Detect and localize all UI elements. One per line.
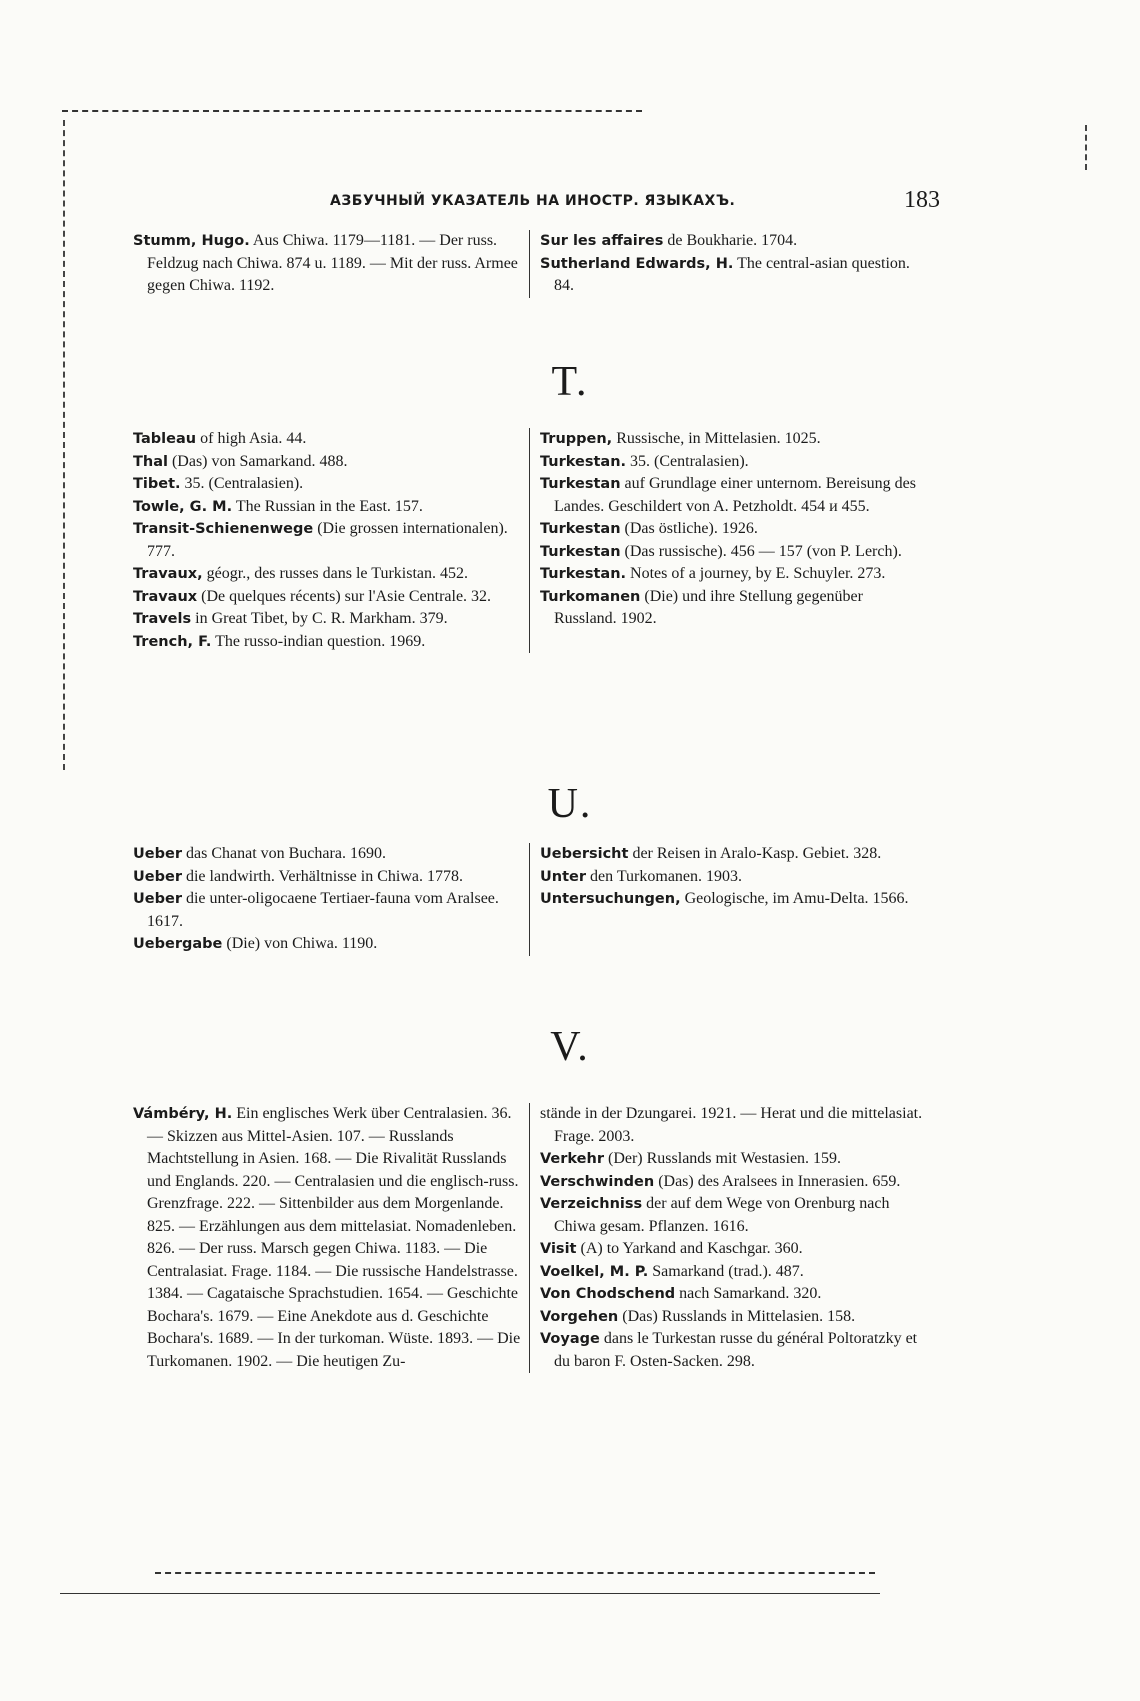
entry-text: (Die grossen internationalen). 777. bbox=[147, 520, 508, 560]
index-entry bbox=[133, 608, 521, 631]
bottom-scan-border bbox=[155, 1572, 875, 1574]
index-entry bbox=[133, 518, 521, 563]
section-v bbox=[133, 1103, 931, 1373]
entry-text: Ein englisches Werk über Centralasien. 36. — Skizzen aus Mittel-Asien. 107. — Russlands Machtstellung in Asien. 168. — Die Rivalität Russlands und Englands. 220. — Centralasien und die englisch-russ. Grenzfrage. 222. — Sittenbilder aus dem Morgenlande. 825. — Erzählungen aus dem mittelasiat. Nomadenleben. 826. — Der russ. Marsch gegen Chiwa. 1183. — Die Centralasiat. Frage. 1184. — Die russische Handelstrasse. 1384. — Cagataische Sprachstudien. 1654. — Geschichte Bochara's. 1679. — Eine Anekdote aus d. Geschichte Bochara's. 1689. — In der turkoman. Wüste. 1893. — Die Turkomanen. 1902. — Die heutigen Zu- bbox=[147, 1105, 521, 1370]
entry-text: (A) to Yarkand and Kaschgar. 360. bbox=[580, 1240, 803, 1257]
entry-head: Uebergabe bbox=[133, 936, 223, 952]
left-column bbox=[133, 230, 529, 298]
entry-text: Geologische, im Amu-Delta. 1566. bbox=[684, 890, 909, 907]
entry-head: Voelkel, M. P. bbox=[540, 1263, 649, 1280]
index-entry bbox=[540, 866, 928, 889]
entry-head: Turkestan. bbox=[540, 453, 627, 470]
index-entry bbox=[540, 586, 928, 631]
entry-head: Travaux bbox=[133, 588, 198, 605]
entry-text: der Reisen in Aralo-Kasp. Gebiet. 328. bbox=[632, 845, 882, 862]
index-entry bbox=[540, 1103, 928, 1148]
entry-text: Russische, in Mittelasien. 1025. bbox=[616, 430, 821, 447]
index-entry bbox=[540, 888, 928, 911]
entry-head: Stumm, Hugo. bbox=[133, 233, 250, 249]
entry-text: (De quelques récents) sur l'Asie Centrale. 32. bbox=[201, 587, 492, 605]
entry-text: (Das) Russlands in Mittelasien. 158. bbox=[622, 1307, 856, 1325]
index-entry bbox=[540, 1283, 928, 1306]
index-entry bbox=[133, 888, 521, 933]
section-t bbox=[133, 428, 931, 653]
index-entry bbox=[133, 631, 521, 654]
entry-head: Vámbéry, H. bbox=[133, 1106, 233, 1122]
entry-head: Turkestan bbox=[540, 543, 621, 560]
index-entry bbox=[133, 451, 521, 474]
index-entry bbox=[540, 541, 928, 564]
right-column bbox=[529, 230, 928, 298]
section-letter-u: U. bbox=[547, 781, 593, 827]
entry-text: Samarkand (trad.). 487. bbox=[652, 1262, 804, 1280]
entry-text: The russo-indian question. 1969. bbox=[215, 632, 426, 650]
entry-head: Voyage bbox=[540, 1331, 600, 1347]
page-header bbox=[130, 187, 940, 217]
entry-text: Notes of a journey, by E. Schuyler. 273. bbox=[630, 565, 886, 582]
entry-head: Turkestan bbox=[540, 521, 621, 537]
left-margin-marks bbox=[63, 120, 65, 770]
index-entry bbox=[133, 428, 521, 451]
entry-text: (Das) von Samarkand. 488. bbox=[171, 452, 348, 470]
entry-head: Ueber bbox=[133, 846, 182, 862]
entry-text: die unter-oligocaene Tertiaer-fauna vom Aralsee. 1617. bbox=[147, 890, 499, 930]
index-entry bbox=[133, 866, 521, 889]
entry-text: nach Samarkand. 320. bbox=[679, 1285, 822, 1302]
entry-head: Travaux, bbox=[133, 566, 203, 582]
section-u bbox=[133, 843, 931, 956]
entry-head: Sur les affaires bbox=[540, 233, 664, 249]
entry-head: Von Chodschend bbox=[540, 1286, 676, 1302]
entry-head: Tibet. bbox=[133, 476, 181, 492]
entry-text: The Russian in the East. 157. bbox=[235, 497, 423, 515]
entry-head: Turkestan bbox=[540, 476, 621, 492]
index-entry bbox=[133, 843, 521, 866]
entry-text: stände in der Dzungarei. 1921. — Herat und die mittelasiat. Frage. 2003. bbox=[540, 1105, 923, 1145]
entry-head: Uebersicht bbox=[540, 846, 629, 862]
entry-text: (Das russische). 456 — 157 (von P. Lerch). bbox=[624, 542, 902, 560]
entry-text: (Das östliche). 1926. bbox=[624, 520, 758, 537]
entry-head: Turkestan. bbox=[540, 566, 627, 582]
index-entry bbox=[540, 1306, 928, 1329]
index-entry bbox=[540, 518, 928, 541]
section-letter-v: V. bbox=[550, 1024, 590, 1070]
entry-head: Turkomanen bbox=[540, 588, 641, 605]
entry-head: Thal bbox=[133, 453, 168, 470]
index-entry bbox=[540, 1171, 928, 1194]
right-column bbox=[529, 428, 928, 653]
right-margin-marks bbox=[1085, 125, 1087, 170]
entry-head: Unter bbox=[540, 868, 587, 885]
entry-text: (Die) und ihre Stellung gegenüber Russland. 1902. bbox=[554, 587, 863, 627]
right-column bbox=[529, 1103, 928, 1373]
top-scan-border bbox=[62, 110, 642, 112]
entry-head: Ueber bbox=[133, 868, 182, 885]
index-entry bbox=[540, 1328, 928, 1373]
entry-text: (Das) des Aralsees in Innerasien. 659. bbox=[658, 1172, 901, 1190]
bottom-scan-border-2 bbox=[60, 1593, 880, 1594]
left-column bbox=[133, 1103, 529, 1373]
entry-text: 35. (Centralasien). bbox=[630, 452, 749, 470]
index-entry bbox=[133, 473, 521, 496]
index-entry bbox=[540, 843, 928, 866]
index-entry bbox=[133, 563, 521, 586]
section-s bbox=[133, 230, 931, 298]
index-entry bbox=[540, 1238, 928, 1261]
entry-text: 35. (Centralasien). bbox=[184, 475, 304, 492]
entry-text: in Great Tibet, by C. R. Markham. 379. bbox=[195, 610, 448, 627]
index-entry bbox=[133, 586, 521, 609]
left-column bbox=[133, 428, 529, 653]
entry-head: Transit-Schienenwege bbox=[133, 521, 314, 537]
index-entry bbox=[540, 1261, 928, 1284]
entry-text: of high Asia. 44. bbox=[200, 430, 307, 447]
index-entry bbox=[540, 451, 928, 474]
entry-head: Verkehr bbox=[540, 1151, 604, 1167]
entry-head: Ueber bbox=[133, 891, 182, 907]
index-entry bbox=[540, 1193, 928, 1238]
entry-head: Tableau bbox=[133, 431, 197, 447]
index-entry bbox=[133, 230, 521, 298]
entry-text: die landwirth. Verhältnisse in Chiwa. 1778. bbox=[185, 867, 463, 885]
entry-text: Aus Chiwa. 1179—1181. — Der russ. Feldzug nach Chiwa. 874 u. 1189. — Mit der russ. Armee gegen Chiwa. 1192. bbox=[147, 232, 518, 294]
entry-text: géogr., des russes dans le Turkistan. 452. bbox=[206, 565, 468, 582]
section-letter-t: T. bbox=[551, 359, 589, 405]
entry-text: (Der) Russlands mit Westasien. 159. bbox=[607, 1150, 842, 1167]
entry-head: Trench, F. bbox=[133, 633, 212, 650]
right-column bbox=[529, 843, 928, 956]
entry-head: Verzeichniss bbox=[540, 1196, 643, 1212]
entry-text: der auf dem Wege von Orenburg nach Chiwa gesam. Pflanzen. 1616. bbox=[554, 1195, 890, 1235]
index-entry bbox=[540, 473, 928, 518]
entry-text: The central-asian question. 84. bbox=[554, 254, 910, 294]
index-entry bbox=[133, 933, 521, 956]
header-title: АЗБУЧНЫЙ УКАЗАТЕЛЬ НА ИНОСТР. ЯЗЫКАХЪ. bbox=[330, 193, 736, 209]
entry-text: den Turkomanen. 1903. bbox=[590, 867, 743, 885]
entry-head: Untersuchungen, bbox=[540, 891, 681, 907]
entry-head: Vorgehen bbox=[540, 1308, 619, 1325]
entry-head: Travels bbox=[133, 611, 192, 627]
entry-text: das Chanat von Buchara. 1690. bbox=[185, 845, 386, 862]
entry-text: dans le Turkestan russe du général Poltoratzky et du baron F. Osten-Sacken. 298. bbox=[554, 1330, 918, 1370]
entry-text: de Boukharie. 1704. bbox=[667, 232, 798, 249]
entry-head: Visit bbox=[540, 1241, 577, 1257]
entry-head: Sutherland Edwards, H. bbox=[540, 255, 734, 272]
entry-text: (Die) von Chiwa. 1190. bbox=[226, 935, 378, 952]
left-column bbox=[133, 843, 529, 956]
index-entry bbox=[540, 428, 928, 451]
index-entry bbox=[540, 1148, 928, 1171]
entry-text: auf Grundlage einer unternom. Bereisung des Landes. Geschildert von A. Petzholdt. 454 и 455. bbox=[554, 475, 916, 515]
entry-head: Towle, G. M. bbox=[133, 498, 233, 515]
index-entry bbox=[133, 1103, 521, 1373]
index-entry bbox=[540, 230, 928, 253]
entry-head: Truppen, bbox=[540, 431, 613, 447]
entry-head: Verschwinden bbox=[540, 1173, 655, 1190]
index-entry bbox=[133, 496, 521, 519]
page-number: 183 bbox=[904, 187, 940, 213]
index-entry bbox=[540, 563, 928, 586]
index-entry bbox=[540, 253, 928, 298]
